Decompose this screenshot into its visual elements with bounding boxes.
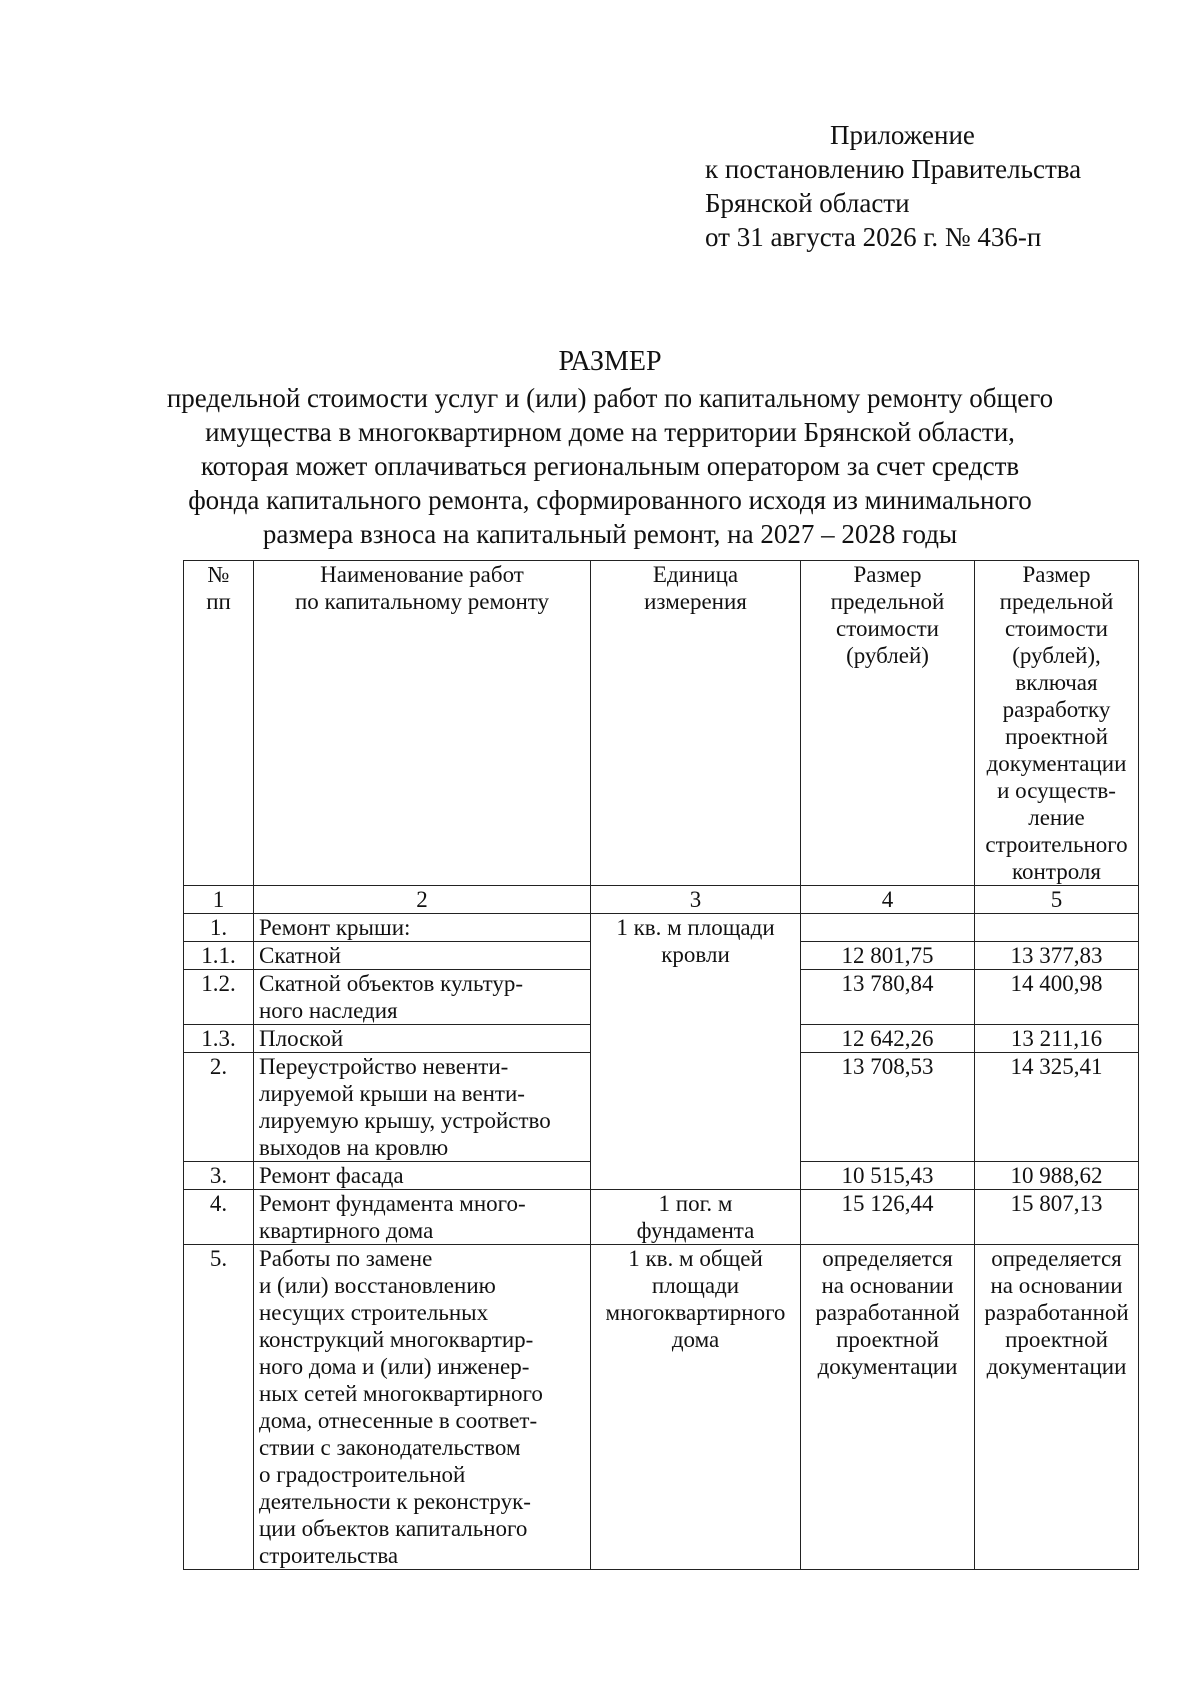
table-row (184, 1190, 1139, 1245)
row-number: 1.1. (184, 942, 254, 970)
cost-table (183, 560, 1139, 1570)
row-cost: 13 780,84 (801, 970, 975, 1025)
row-cost: 13 708,53 (801, 1053, 975, 1162)
appendix-date: от 31 августа 2026 г. № 436-п (705, 222, 1042, 252)
column-number: 1 (184, 886, 254, 914)
header-unit: Единица измерения (591, 561, 801, 886)
title-line: имущества в многоквартирном доме на территории Брянской области, (205, 417, 1015, 447)
header-no: № пп (184, 561, 254, 886)
row-number: 2. (184, 1053, 254, 1162)
title-main: РАЗМЕР (558, 346, 662, 377)
row-cost-incl: 10 988,62 (975, 1162, 1139, 1190)
appendix-line: Брянской области (705, 188, 910, 218)
title-line: предельной стоимости услуг и (или) работ по капитальному ремонту общего (166, 383, 1054, 413)
row-cost-incl: определяется на основании разработанной проектной документации (975, 1245, 1139, 1570)
row-cost: определяется на основании разработанной проектной документации (801, 1245, 975, 1570)
appendix-line: к постановлению Правительства (705, 154, 1082, 184)
row-cost (801, 914, 975, 942)
column-number: 2 (254, 886, 591, 914)
appendix-block (705, 118, 1081, 254)
row-name: Скатной объектов культур- ного наследия (254, 970, 591, 1025)
row-cost-incl: 13 211,16 (975, 1025, 1139, 1053)
row-name: Скатной (254, 942, 591, 970)
row-number: 1.2. (184, 970, 254, 1025)
title-line: размера взноса на капитальный ремонт, на 2027 – 2028 годы (262, 519, 958, 549)
row-number: 1. (184, 914, 254, 942)
row-name: Ремонт фундамента много- квартирного дома (254, 1190, 591, 1245)
column-number: 4 (801, 886, 975, 914)
row-cost-incl: 13 377,83 (975, 942, 1139, 970)
row-unit: 1 кв. м общей площади многоквартирного дома (591, 1245, 801, 1570)
row-cost-incl: 15 807,13 (975, 1190, 1139, 1245)
row-number: 4. (184, 1190, 254, 1245)
row-name: Ремонт крыши: (254, 914, 591, 942)
row-number: 1.3. (184, 1025, 254, 1053)
row-name: Работы по замене и (или) восстановлению несущих строительных конструкций многоквартир- ного дома и (или) инженер- ных сетей многоквартирного дома, отнесенные в соответ- ствии с законодательством о градостроительной деятельности к реконструк- ции объектов капитального строительства (254, 1245, 591, 1570)
appendix-title: Приложение (830, 120, 975, 150)
row-cost: 12 642,26 (801, 1025, 975, 1053)
header-cost: Размер предельной стоимости (рублей) (801, 561, 975, 886)
title-line: которая может оплачиваться региональным оператором за счет средств (200, 451, 1020, 481)
column-number: 5 (975, 886, 1139, 914)
row-cost: 15 126,44 (801, 1190, 975, 1245)
table-row (184, 914, 1139, 942)
row-cost-incl: 14 400,98 (975, 970, 1139, 1025)
document-title (150, 345, 1070, 551)
header-name: Наименование работ по капитальному ремонту (254, 561, 591, 886)
column-number-row (184, 886, 1139, 914)
row-cost-incl (975, 914, 1139, 942)
title-line: фонда капитального ремонта, сформированного исходя из минимального (188, 485, 1032, 515)
column-number: 3 (591, 886, 801, 914)
row-cost-incl: 14 325,41 (975, 1053, 1139, 1162)
row-unit-roof: 1 кв. м площади кровли (591, 914, 801, 1190)
row-cost: 12 801,75 (801, 942, 975, 970)
header-cost-incl: Размер предельной стоимости (рублей), включая разработку проектной документации и осуществ- ление строительного контроля (975, 561, 1139, 886)
row-unit: 1 пог. м фундамента (591, 1190, 801, 1245)
row-name: Плоской (254, 1025, 591, 1053)
row-number: 3. (184, 1162, 254, 1190)
row-name: Ремонт фасада (254, 1162, 591, 1190)
table-row (184, 1245, 1139, 1570)
row-name: Переустройство невенти- лируемой крыши на венти- лируемую крышу, устройство выходов на кровлю (254, 1053, 591, 1162)
table-header-row (184, 561, 1139, 886)
row-cost: 10 515,43 (801, 1162, 975, 1190)
row-number: 5. (184, 1245, 254, 1570)
